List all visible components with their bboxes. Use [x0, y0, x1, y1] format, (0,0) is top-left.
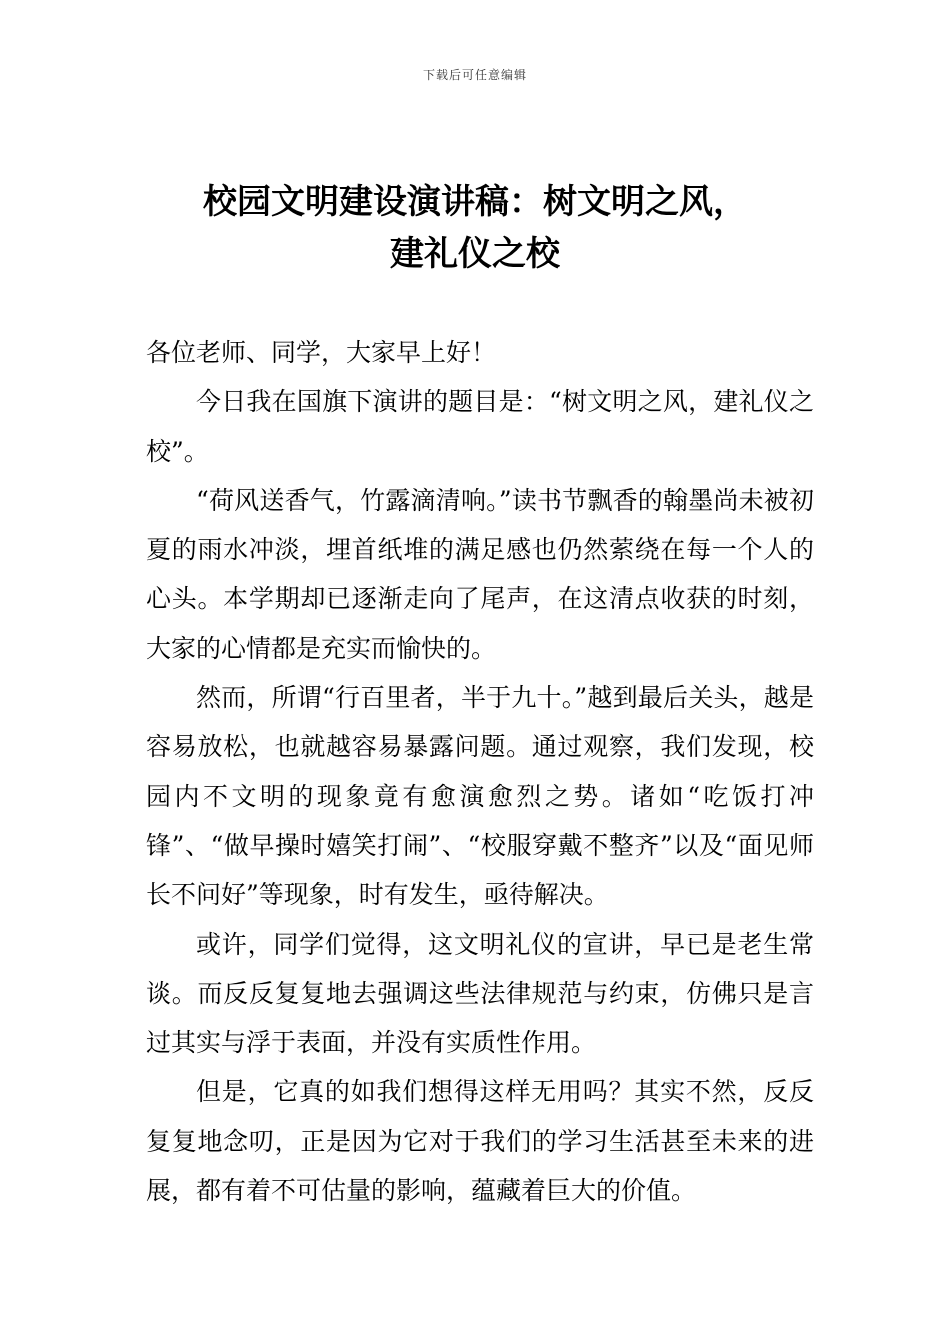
document-title	[100, 176, 850, 280]
title-line-2: 建礼仪之校	[390, 234, 560, 274]
document-body	[146, 328, 814, 1215]
paragraph: 或许，同学们觉得，这文明礼仪的宣讲，早已是老生常谈。而反反复复地去强调这些法律规范与约束，仿佛只是言过其实与浮于表面，并没有实质性作用。	[146, 929, 814, 1058]
paragraph: 但是，它真的如我们想得这样无用吗？其实不然，反反复复地念叨，正是因为它对于我们的学习生活甚至未来的进展，都有着不可估量的影响，蕴藏着巨大的价值。	[146, 1077, 814, 1206]
title-line-1: 校园文明建设演讲稿：树文明之风，	[203, 182, 747, 222]
paragraph: 今日我在国旗下演讲的题目是：“树文明之风，建礼仪之校”。	[146, 387, 814, 466]
paragraph: 然而，所谓“行百里者，半于九十。”越到最后关头，越是容易放松，也就越容易暴露问题。通过观察，我们发现，校园内不文明的现象竟有愈演愈烈之势。诸如“吃饭打冲锋”、“做早操时嬉笑打闹”、“校服穿戴不整齐”以及“面见师长不问好”等现象，时有发生，亟待解决。	[146, 683, 814, 910]
greeting: 各位老师、同学，大家早上好！	[146, 338, 497, 367]
paragraph: “荷风送香气，竹露滴清响。”读书节飘香的翰墨尚未被初夏的雨水冲淡，埋首纸堆的满足感也仍然萦绕在每一个人的心头。本学期却已逐渐走向了尾声，在这清点收获的时刻，大家的心情都是充实而愉快的。	[146, 485, 814, 663]
header-note: 下载后可任意编辑	[422, 68, 527, 82]
